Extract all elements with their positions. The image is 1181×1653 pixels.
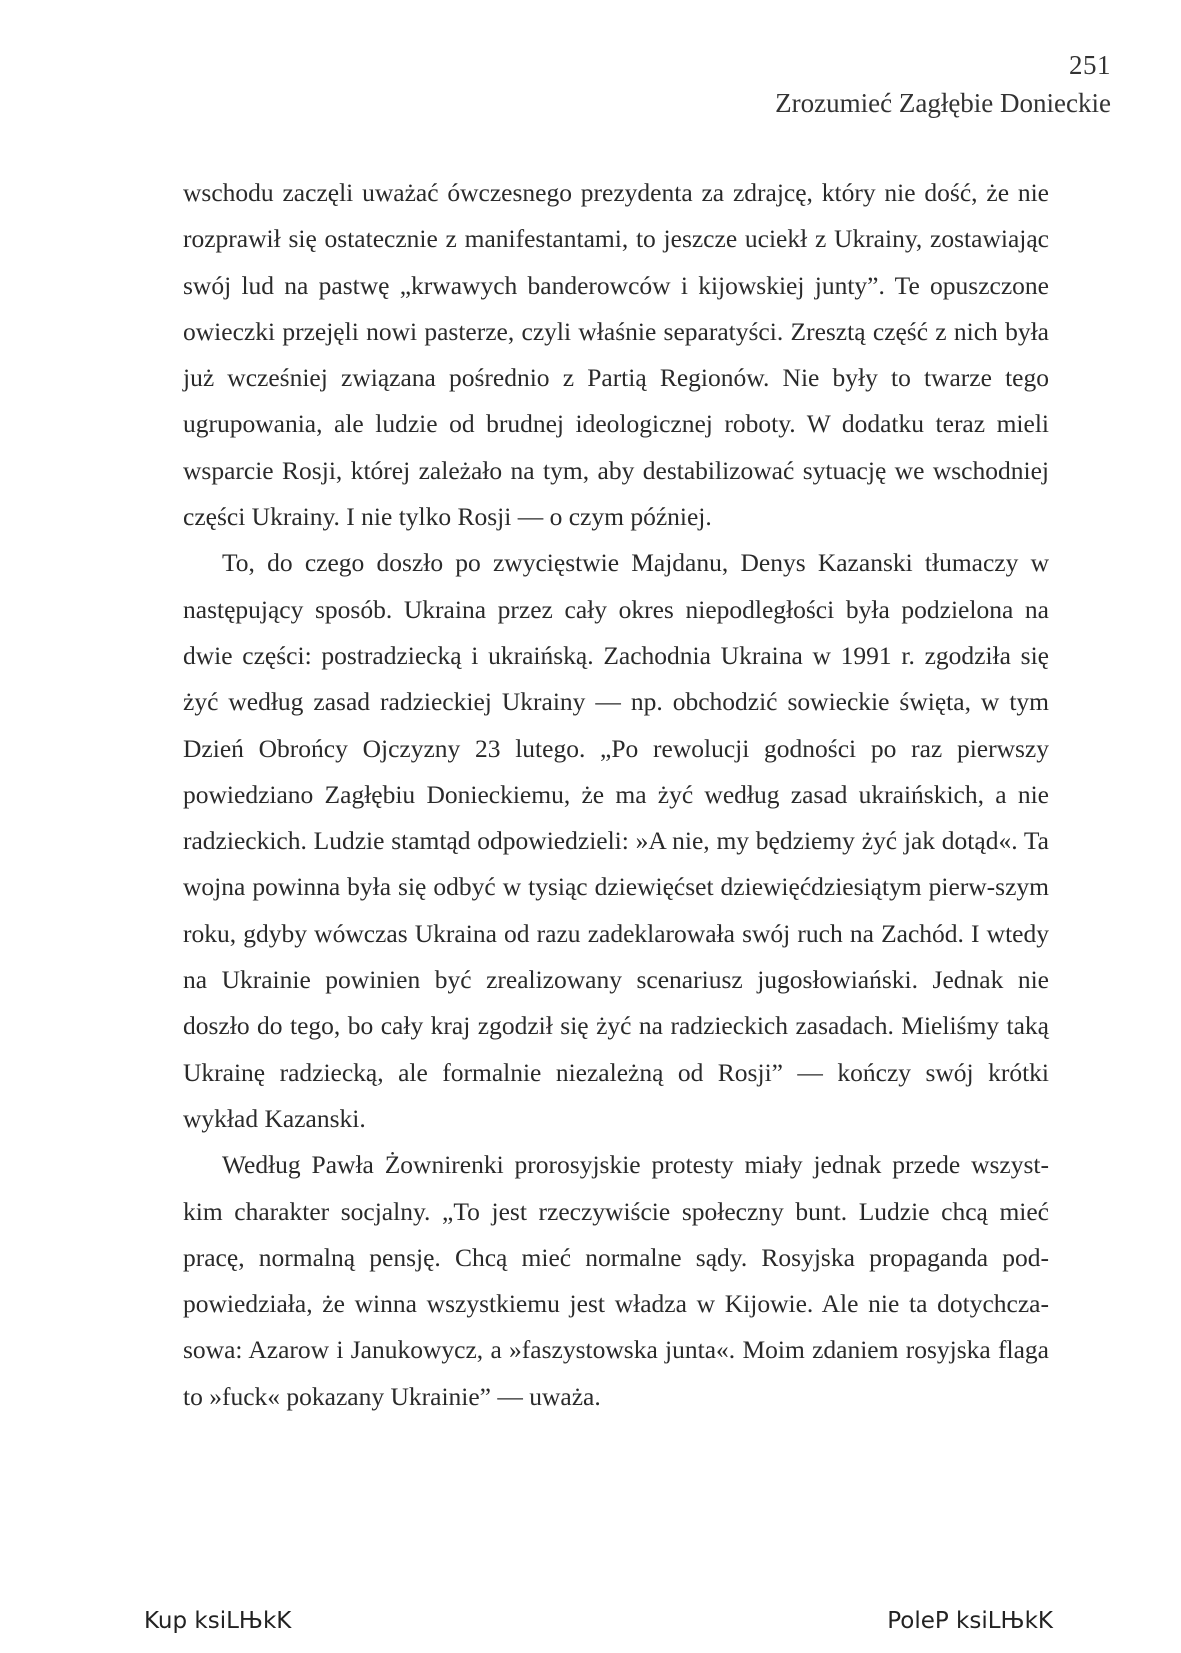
paragraph-1: wschodu zaczęli uważać ówczesnego prezydenta za zdrajcę, który nie dość, że nie rozprawił się ostatecznie z manifestantami, to jeszcze uciekł z Ukrainy, zostawiając swój lud na pastwę „krwawych banderowców i kijowskiej junty”. Te opuszczone owieczki przejęli nowi pasterze, czyli właśnie separatyści. Zresztą część z nich była już wcześniej związana pośrednio z Partią Regionów. Nie były to twarze tego ugrupowania, ale ludzie od brudnej ideologicznej roboty. W dodatku teraz mieli wsparcie Rosji, której zależało na tym, aby destabilizować sytuację we wschodniej części Ukrainy. I nie tylko Rosji — o czym później. bbox=[183, 178, 1049, 532]
buy-book-link[interactable]: Kup ksiLЊkK bbox=[144, 1608, 292, 1634]
recommend-book-link[interactable]: PoleP ksiLЊkK bbox=[887, 1608, 1053, 1634]
paragraph-2: To, do czego doszło po zwycięstwie Majdanu, Denys Kazanski tłumaczy w następujący sposób. Ukraina przez cały okres niepodległości była podzielona na dwie części: postradziecką i ukraińską. Zachodnia Ukraina w 1991 r. zgodziła się żyć według zasad radzieckiej Ukrainy — np. obchodzić sowieckie święta, w tym Dzień Obrońcy Ojczyzny 23 lutego. „Po rewolucji godności po raz pierwszy powiedziano Zagłębiu Donieckiemu, że ma żyć według zasad ukraińskich, a nie radzieckich. Ludzie stamtąd odpowiedzieli: »A nie, my będziemy żyć jak dotąd«. Ta wojna powinna była się odbyć w tysiąc dziewięćset dziewięćdziesiątym pierw-szym roku, gdyby wówczas Ukraina od razu zadeklarowała swój ruch na Zachód. I wtedy na Ukrainie powinien być zrealizowany scenariusz jugosłowiański. Jednak nie doszło do tego, bo cały kraj zgodził się żyć na radzieckich zasadach. Mieliśmy taką Ukrainę radziecką, ale formalnie niezależną od Rosji” — kończy swój krótki wykład Kazanski. bbox=[183, 548, 1049, 1133]
body-text bbox=[183, 170, 1049, 1420]
page-number: 251 bbox=[1069, 50, 1111, 80]
paragraph-3: Według Pawła Żownirenki prorosyjskie protesty miały jednak przede wszyst-kim charakter socjalny. „To jest rzeczywiście społeczny bunt. Ludzie chcą mieć pracę, normalną pensję. Chcą mieć normalne sądy. Rosyjska propaganda pod-powiedziała, że winna wszystkiemu jest władza w Kijowie. Ale nie ta dotychcza-sowa: Azarow i Janukowycz, a »faszystowska junta«. Moim zdaniem rosyjska flaga to »fuck« pokazany Ukrainie” — uważa. bbox=[183, 1150, 1049, 1411]
running-title: Zrozumieć Zagłębie Donieckie bbox=[775, 88, 1111, 118]
